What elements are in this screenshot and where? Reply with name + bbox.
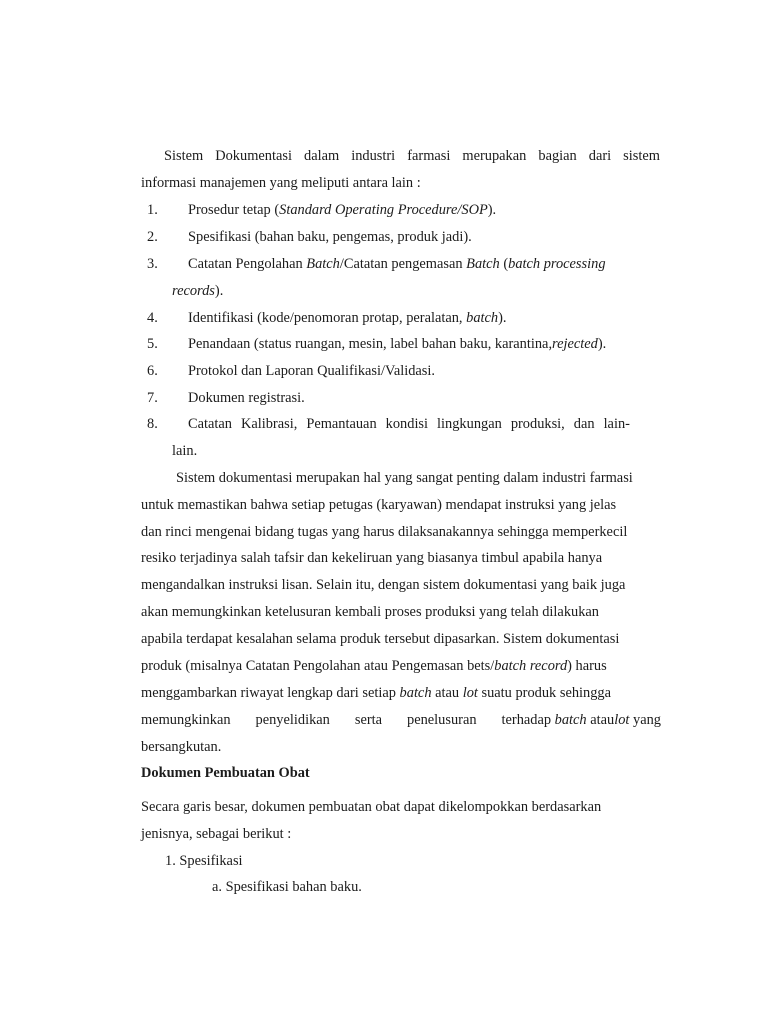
section-heading: Dokumen Pembuatan Obat bbox=[141, 765, 310, 781]
paragraph-line: untuk memastikan bahwa setiap petugas (karyawan) mendapat instruksi yang jelas bbox=[141, 497, 617, 513]
list-item-text: Protokol dan Laporan Qualifikasi/Validasi. bbox=[188, 363, 435, 379]
intro-word: dari bbox=[588, 148, 612, 164]
intro-word: industri bbox=[351, 148, 396, 164]
list-item-text: Identifikasi (kode/penomoran protap, peralatan, batch). bbox=[188, 310, 507, 326]
list-item-text: Catatan Kalibrasi, Pemantauan kondisi lingkungan produksi, dan lain- bbox=[188, 416, 630, 432]
paragraph-line: resiko terjadinya salah tafsir dan kekeliruan yang biasanya timbul apabila hanya bbox=[141, 550, 603, 566]
list-number: 7. bbox=[147, 390, 158, 406]
list-item-continuation: lain. bbox=[172, 443, 198, 459]
list-item-text: 1. Spesifikasi bbox=[165, 853, 243, 869]
paragraph-line: bersangkutan. bbox=[141, 739, 222, 755]
intro-line-2: informasi manajemen yang meliputi antara lain : bbox=[141, 175, 421, 191]
paragraph-line: Sistem dokumentasi merupakan hal yang sangat penting dalam industri farmasi bbox=[176, 470, 633, 486]
paragraph-line: menggambarkan riwayat lengkap dari setiap batch atau lot suatu produk sehingga bbox=[141, 685, 611, 701]
list-item-text: Penandaan (status ruangan, mesin, label bahan baku, karantina,rejected). bbox=[188, 336, 607, 352]
list-number: 8. bbox=[147, 416, 158, 432]
intro-word: bagian bbox=[538, 148, 577, 164]
paragraph-line: produk (misalnya Catatan Pengolahan atau Pengemasan bets/batch record) harus bbox=[141, 658, 607, 674]
intro-word: farmasi bbox=[407, 148, 451, 164]
list-item-text: Catatan Pengolahan Batch/Catatan pengemasan Batch (batch processing bbox=[188, 256, 606, 272]
paragraph-line: Secara garis besar, dokumen pembuatan obat dapat dikelompokkan berdasarkan bbox=[141, 799, 602, 815]
list-item-text: Dokumen registrasi. bbox=[188, 390, 305, 406]
paragraph-line: jenisnya, sebagai berikut : bbox=[141, 826, 292, 842]
list-item-text: Prosedur tetap (Standard Operating Procedure/SOP). bbox=[188, 202, 497, 218]
list-number: 4. bbox=[147, 310, 158, 326]
intro-word: Sistem bbox=[164, 148, 204, 164]
list-item-text: Spesifikasi (bahan baku, pengemas, produk jadi). bbox=[188, 229, 472, 245]
list-number: 3. bbox=[147, 256, 158, 272]
intro-line-1 bbox=[164, 146, 660, 166]
list-item-text: a. Spesifikasi bahan baku. bbox=[212, 879, 362, 895]
list-number: 5. bbox=[147, 336, 158, 352]
intro-word: Dokumentasi bbox=[215, 148, 292, 164]
paragraph-line: akan memungkinkan ketelusuran kembali proses produksi yang telah dilakukan bbox=[141, 604, 599, 620]
list-number: 6. bbox=[147, 363, 158, 379]
list-number: 2. bbox=[147, 229, 158, 245]
paragraph-line: dan rinci mengenai bidang tugas yang harus dilaksanakannya sehingga memperkecil bbox=[141, 524, 628, 540]
paragraph-line: memungkinkan penyelidikan serta penelusuran terhadap batch ataulot yang bbox=[141, 712, 661, 728]
list-number: 1. bbox=[147, 202, 158, 218]
paragraph-line: mengandalkan instruksi lisan. Selain itu, dengan sistem dokumentasi yang baik juga bbox=[141, 577, 626, 593]
intro-word: merupakan bbox=[462, 148, 527, 164]
list-item-continuation: records). bbox=[172, 283, 224, 299]
paragraph-line: apabila terdapat kesalahan selama produk tersebut dipasarkan. Sistem dokumentasi bbox=[141, 631, 620, 647]
intro-word: sistem bbox=[623, 148, 660, 164]
intro-word: dalam bbox=[304, 148, 340, 164]
